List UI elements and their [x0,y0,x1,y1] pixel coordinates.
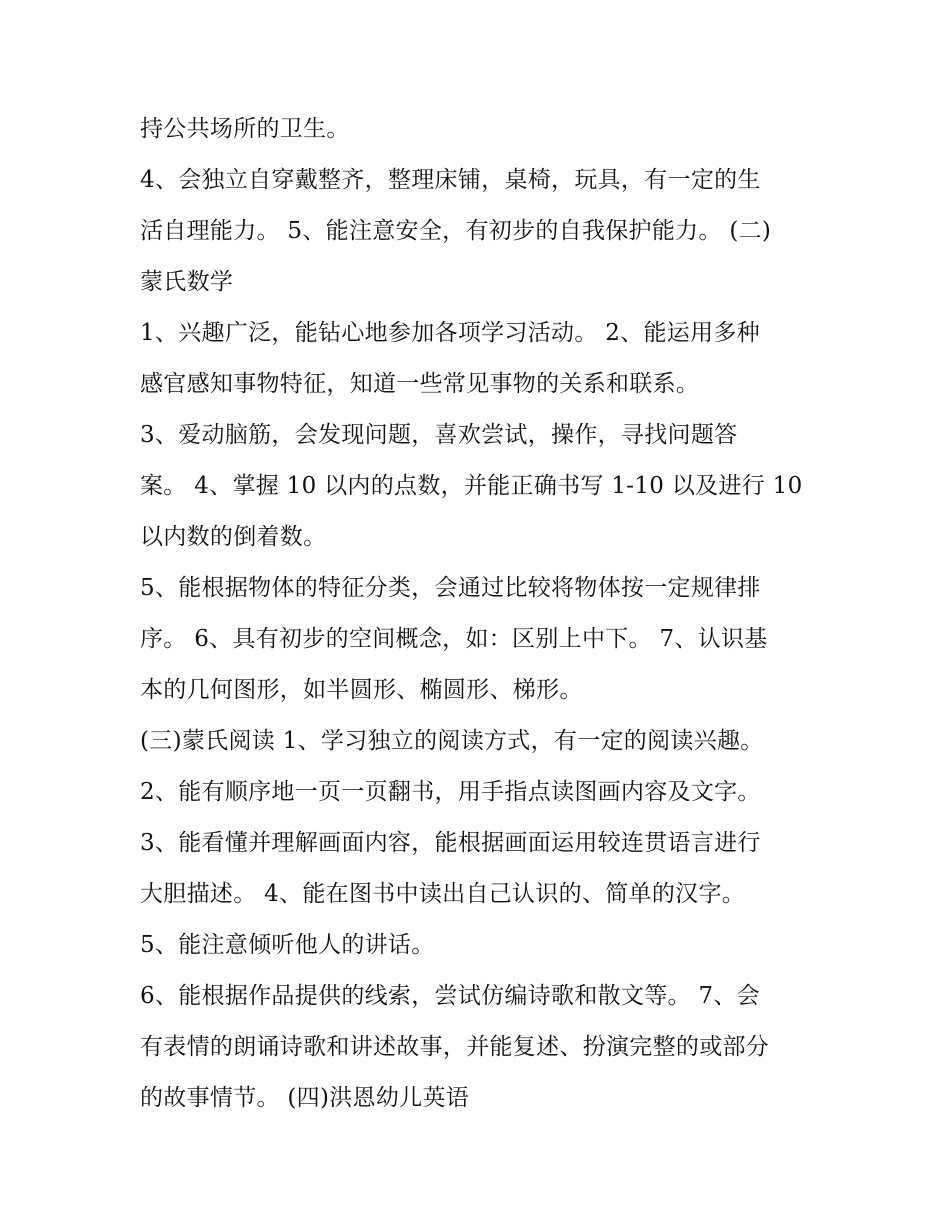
text-line: 以内数的倒着数。 [140,524,327,550]
text-line: 的故事情节。 (四)洪恩幼儿英语 [140,1085,470,1111]
text-line: 活自理能力。 5、能注意安全，有初步的自我保护能力。 (二) [140,218,772,244]
text-line: 有表情的朗诵诗歌和讲述故事，并能复述、扮演完整的或部分 [140,1034,770,1060]
text-line: (三)蒙氏阅读 1、学习独立的阅读方式，有一定的阅读兴趣。 [140,728,764,754]
text-line: 案。 4、掌握 10 以内的点数，并能正确书写 1-10 以及进行 10 [140,473,803,499]
text-line: 感官感知事物特征，知道一些常见事物的关系和联系。 [140,371,700,397]
text-line: 1、兴趣广泛，能钻心地参加各项学习活动。 2、能运用多种 [140,320,760,346]
text-line: 序。 6、具有初步的空间概念，如：区别上中下。 7、认识基 [140,626,768,652]
text-line: 蒙氏数学 [140,269,234,295]
text-line: 5、能注意倾听他人的讲话。 [140,932,435,958]
text-line: 3、爱动脑筋，会发现问题，喜欢尝试，操作，寻找问题答 [140,422,738,448]
text-line: 4、会独立自穿戴整齐，整理床铺，桌椅，玩具，有一定的生 [140,167,761,193]
text-line: 2、能有顺序地一页一页翻书，用手指点读图画内容及文字。 [140,779,761,805]
text-line: 6、能根据作品提供的线索，尝试仿编诗歌和散文等。 7、会 [140,983,760,1009]
text-line: 持公共场所的卫生。 [140,116,350,142]
text-line: 5、能根据物体的特征分类，会通过比较将物体按一定规律排 [140,575,761,601]
text-line: 3、能看懂并理解画面内容，能根据画面运用较连贯语言进行 [140,830,761,856]
document-body [140,104,830,1124]
text-line: 本的几何图形，如半圆形、椭圆形、梯形。 [140,677,583,703]
text-line: 大胆描述。 4、能在图书中读出自己认识的、简单的汉字。 [140,881,746,907]
